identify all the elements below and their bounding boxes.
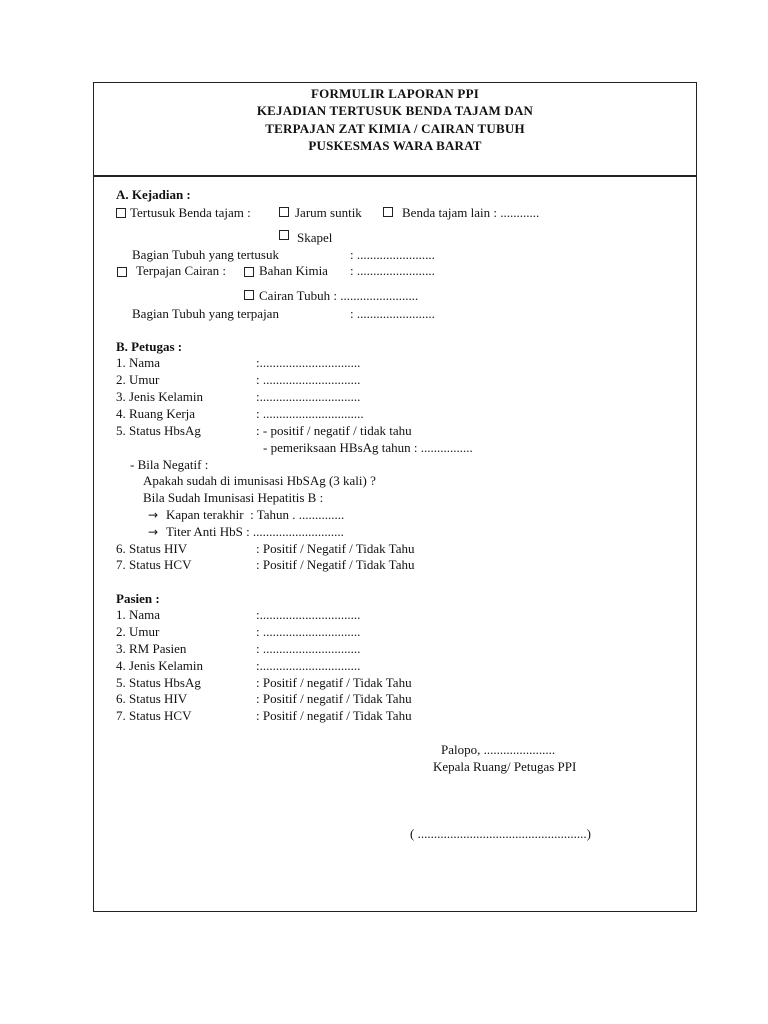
pemeriksaan-hbsag-field[interactable]: - pemeriksaan HBsAg tahun : ................ <box>263 440 473 455</box>
pasien-hiv-options[interactable]: : Positif / negatif / Tidak Tahu <box>256 691 412 706</box>
form-title: FORMULIR LAPORAN PPI <box>311 86 479 101</box>
pasien-hcv-label: 7. Status HCV <box>116 708 192 723</box>
checkbox-bahan-kimia[interactable] <box>244 267 254 277</box>
petugas-jenis-kelamin-label: 3. Jenis Kelamin <box>116 389 204 404</box>
petugas-hiv-label: 6. Status HIV <box>116 541 188 556</box>
petugas-nama-field[interactable]: :............................... <box>256 355 361 370</box>
tertusuk-label: Tertusuk Benda tajam : <box>130 205 251 220</box>
petugas-hcv-options[interactable]: : Positif / Negatif / Tidak Tahu <box>256 557 415 572</box>
signer-role: Kepala Ruang/ Petugas PPI <box>433 759 577 774</box>
bahan-kimia-label: Bahan Kimia <box>259 263 328 278</box>
pasien-jenis-kelamin-label: 4. Jenis Kelamin <box>116 658 204 673</box>
petugas-jenis-kelamin-field[interactable]: :............................... <box>256 389 361 404</box>
bila-negatif-label: - Bila Negatif : <box>130 457 209 472</box>
pasien-nama-field[interactable]: :............................... <box>256 607 361 622</box>
pasien-jenis-kelamin-field[interactable]: :............................... <box>256 658 361 673</box>
titer-anti-hbs-field[interactable]: Titer Anti HbS : ............................ <box>166 524 344 539</box>
place-date-field[interactable]: Palopo, ...................... <box>441 742 556 757</box>
petugas-ruang-kerja-label: 4. Ruang Kerja <box>116 406 196 421</box>
arrow-right-icon: → <box>148 508 159 522</box>
benda-tajam-lain-label: Benda tajam lain : ............ <box>402 205 540 220</box>
checkbox-cairan-tubuh[interactable] <box>244 290 254 300</box>
petugas-ruang-kerja-field[interactable]: : ............................... <box>256 406 364 421</box>
bila-sudah-label: Bila Sudah Imunisasi Hepatitis B : <box>143 490 324 505</box>
bagian-tertusuk-label: Bagian Tubuh yang tertusuk <box>132 247 279 262</box>
checkbox-terpajan-cairan[interactable] <box>117 267 127 277</box>
jarum-suntik-label: Jarum suntik <box>295 205 362 220</box>
checkbox-jarum-suntik[interactable] <box>279 207 289 217</box>
bagian-terpajan-field[interactable]: : ........................ <box>350 306 435 321</box>
petugas-umur-label: 2. Umur <box>116 372 160 387</box>
signature-name-field[interactable]: ( ....................................................) <box>410 826 591 841</box>
bahan-kimia-field[interactable]: : ........................ <box>350 263 435 278</box>
pasien-hiv-label: 6. Status HIV <box>116 691 188 706</box>
form-subtitle-2: TERPAJAN ZAT KIMIA / CAIRAN TUBUH <box>265 121 525 136</box>
pasien-rm-label: 3. RM Pasien <box>116 641 187 656</box>
bagian-tertusuk-field[interactable]: : ........................ <box>350 247 435 262</box>
pasien-title: Pasien : <box>116 591 160 606</box>
pasien-rm-field[interactable]: : .............................. <box>256 641 361 656</box>
petugas-hbsag-label: 5. Status HbsAg <box>116 423 201 438</box>
pasien-umur-field[interactable]: : .............................. <box>256 624 361 639</box>
pasien-hbsag-label: 5. Status HbsAg <box>116 675 201 690</box>
bagian-terpajan-label: Bagian Tubuh yang terpajan <box>132 306 279 321</box>
pasien-nama-label: 1. Nama <box>116 607 161 622</box>
pasien-umur-label: 2. Umur <box>116 624 160 639</box>
petugas-hcv-label: 7. Status HCV <box>116 557 192 572</box>
facility-name: PUSKESMAS WARA BARAT <box>308 138 482 153</box>
checkbox-skapel[interactable] <box>279 230 289 240</box>
imunisasi-question: Apakah sudah di imunisasi HbSAg (3 kali) ? <box>143 473 376 488</box>
checkbox-tertusuk[interactable] <box>116 208 126 218</box>
terpajan-cairan-label: Terpajan Cairan : <box>136 263 227 278</box>
form-subtitle-1: KEJADIAN TERTUSUK BENDA TAJAM DAN <box>256 103 534 118</box>
arrow-right-icon: → <box>148 525 159 539</box>
pasien-hcv-options[interactable]: : Positif / negatif / Tidak Tahu <box>256 708 412 723</box>
petugas-hiv-options[interactable]: : Positif / Negatif / Tidak Tahu <box>256 541 415 556</box>
kapan-terakhir-field[interactable]: Kapan terakhir : Tahun . .............. <box>166 507 345 522</box>
checkbox-benda-tajam-lain[interactable] <box>383 207 393 217</box>
section-a-title: A. Kejadian : <box>116 187 191 202</box>
cairan-tubuh-label: Cairan Tubuh : ........................ <box>259 288 419 303</box>
section-b-title: B. Petugas : <box>116 339 183 354</box>
pasien-hbsag-options[interactable]: : Positif / negatif / Tidak Tahu <box>256 675 412 690</box>
header-divider <box>93 175 697 177</box>
skapel-label: Skapel <box>297 230 333 245</box>
petugas-umur-field[interactable]: : .............................. <box>256 372 361 387</box>
petugas-hbsag-options[interactable]: : - positif / negatif / tidak tahu <box>256 423 412 438</box>
petugas-nama-label: 1. Nama <box>116 355 161 370</box>
